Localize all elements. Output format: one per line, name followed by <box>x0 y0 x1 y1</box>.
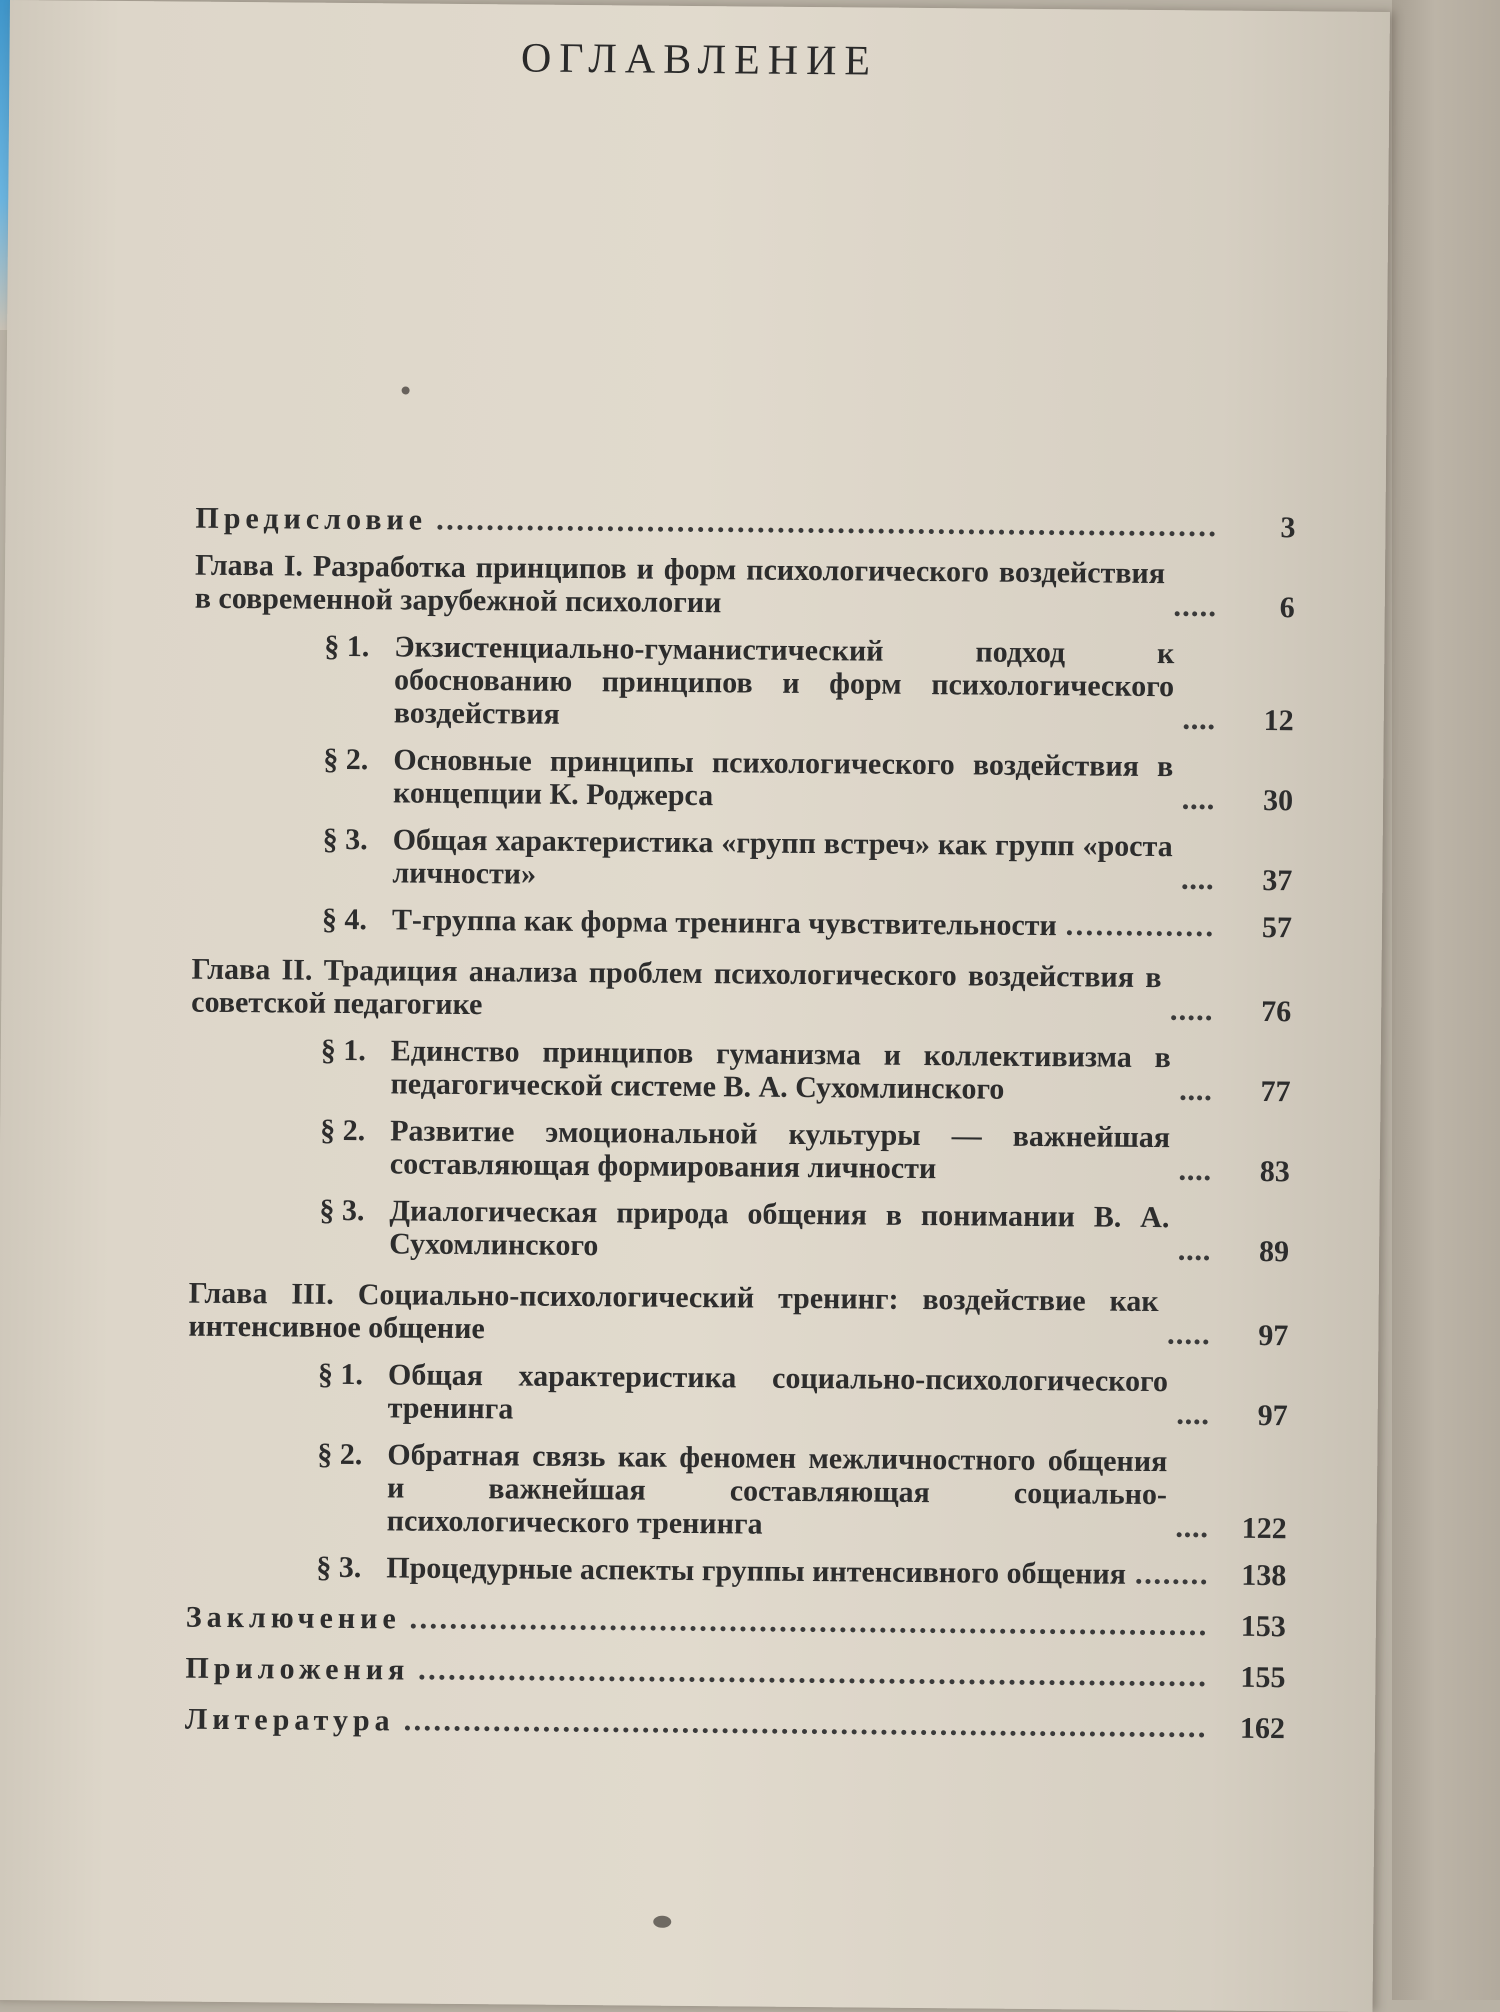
toc-entry-label: Развитие эмоциональной культуры — важнейшая составляющая формирования личности <box>389 1114 1171 1186</box>
toc-entry-section <box>316 1551 1286 1592</box>
dot-leader <box>437 525 1215 537</box>
toc-page-number: 153 <box>1240 1609 1286 1644</box>
toc-page-number: 155 <box>1240 1660 1286 1695</box>
toc-entry-conclusion <box>186 1601 1286 1644</box>
dot-leader <box>1171 1015 1211 1020</box>
dot-leader <box>1175 611 1215 616</box>
section-marker: § 2. <box>320 1113 366 1148</box>
dot-leader <box>1067 930 1212 936</box>
dot-leader <box>411 1624 1206 1636</box>
toc-entry-label: Основные принципы психологического воздействия в концепции К. Роджерса <box>392 743 1174 813</box>
toc-page-number: 12 <box>1263 703 1294 738</box>
dot-leader <box>1183 804 1213 809</box>
toc-page-number: 37 <box>1262 863 1293 898</box>
toc-entry-label: Предисловие <box>195 501 428 537</box>
section-marker: § 1. <box>324 629 370 664</box>
toc-entry-section <box>319 1194 1290 1268</box>
dot-leader <box>1179 1255 1209 1260</box>
toc-entry-label: Т-группа как форма тренинга чувствительности <box>391 903 1057 943</box>
ink-smudge <box>653 1916 671 1928</box>
dot-leader <box>405 1726 1205 1738</box>
toc-page-number: 122 <box>1241 1511 1287 1546</box>
toc-page-number: 57 <box>1261 910 1293 945</box>
dot-leader <box>1184 724 1214 729</box>
dot-leader <box>1182 884 1212 889</box>
toc-entry-label: Глава I. Разработка принципов и форм психологического воздействия в современной зарубежной психологии <box>194 548 1166 620</box>
toc-page-number: 3 <box>1280 511 1296 545</box>
toc-entry-chapter-1 <box>195 549 1296 625</box>
toc-entry-label: Приложения <box>185 1651 410 1687</box>
dot-leader <box>419 1675 1205 1687</box>
toc-entry-label: Глава III. Социально-психологический тренинг: воздействие как интенсивное общение <box>188 1276 1159 1346</box>
next-page-edge <box>1392 0 1500 2000</box>
dot-leader <box>1180 1175 1210 1180</box>
toc-page-number: 162 <box>1239 1711 1286 1746</box>
toc-entry-section <box>324 630 1295 737</box>
toc-entry-chapter-2 <box>191 953 1292 1029</box>
dot-leader <box>1168 1339 1208 1344</box>
toc-entry-label: Глава II. Традиция анализа проблем психологического воздействия в советской педагогике <box>191 952 1162 1022</box>
toc-entry-preface <box>195 502 1295 545</box>
toc-page-number: 76 <box>1261 994 1292 1029</box>
toc-entry-appendices <box>185 1652 1285 1695</box>
dot-leader <box>1178 1419 1208 1424</box>
section-marker: § 3. <box>316 1550 362 1585</box>
ink-spot <box>402 386 410 394</box>
dot-leader <box>1177 1532 1207 1537</box>
toc-entry-section <box>320 1034 1291 1108</box>
toc-entry-label: Общая характеристика социально-психологического тренинга <box>387 1358 1169 1426</box>
toc-entry-chapter-3 <box>188 1277 1289 1353</box>
toc-entry-label: Обратная связь как феномен межличностного общения и важнейшая составляющая социально-психологического тренинга <box>386 1438 1168 1541</box>
toc-entry-label: Литература <box>184 1702 395 1738</box>
page-title: ОГЛАВЛЕНИЕ <box>520 35 879 85</box>
section-marker: § 3. <box>319 1193 365 1228</box>
section-marker: § 3. <box>322 822 368 857</box>
section-marker: § 2. <box>323 742 369 777</box>
dot-leader <box>1136 1579 1206 1585</box>
toc-page-number: 77 <box>1260 1074 1291 1109</box>
toc-page-number: 83 <box>1259 1154 1290 1189</box>
toc-entry-literature <box>185 1703 1285 1746</box>
toc-entry-label: Заключение <box>185 1600 401 1636</box>
toc-entry-label: Экзистенциально-гуманистический подход к обоснованию принципов и форм психологического воздействия <box>393 630 1175 731</box>
toc-page-number: 6 <box>1279 591 1295 625</box>
toc-entry-label: Процедурные аспекты группы интенсивного общения <box>386 1551 1127 1591</box>
toc-page-number: 97 <box>1257 1398 1288 1433</box>
section-marker: § 4. <box>321 902 368 937</box>
toc-entry-section <box>317 1438 1288 1545</box>
toc-entry-section <box>323 743 1294 817</box>
dot-leader <box>1180 1095 1210 1100</box>
toc-entry-section <box>320 1114 1291 1188</box>
toc-entry-label: Единство принципов гуманизма и коллективизма в педагогической системе В. А. Сухомлинского <box>390 1034 1171 1106</box>
toc-entry-section <box>318 1358 1289 1432</box>
table-of-contents <box>185 502 1296 1760</box>
toc-entry-label: Диалогическая природа общения в понимании В. А. Сухомлинского <box>389 1194 1170 1263</box>
section-marker: § 1. <box>320 1033 366 1068</box>
toc-entry-section <box>322 823 1293 897</box>
toc-page-number: 89 <box>1258 1234 1290 1269</box>
toc-page-number: 30 <box>1262 783 1294 818</box>
section-marker: § 1. <box>317 1357 364 1392</box>
toc-entry-section <box>322 903 1292 944</box>
toc-page-number: 97 <box>1258 1318 1289 1353</box>
toc-entry-label: Общая характеристика «групп встреч» как групп «роста личности» <box>392 823 1173 891</box>
section-marker: § 2. <box>317 1437 363 1472</box>
toc-page-number: 138 <box>1241 1558 1287 1593</box>
